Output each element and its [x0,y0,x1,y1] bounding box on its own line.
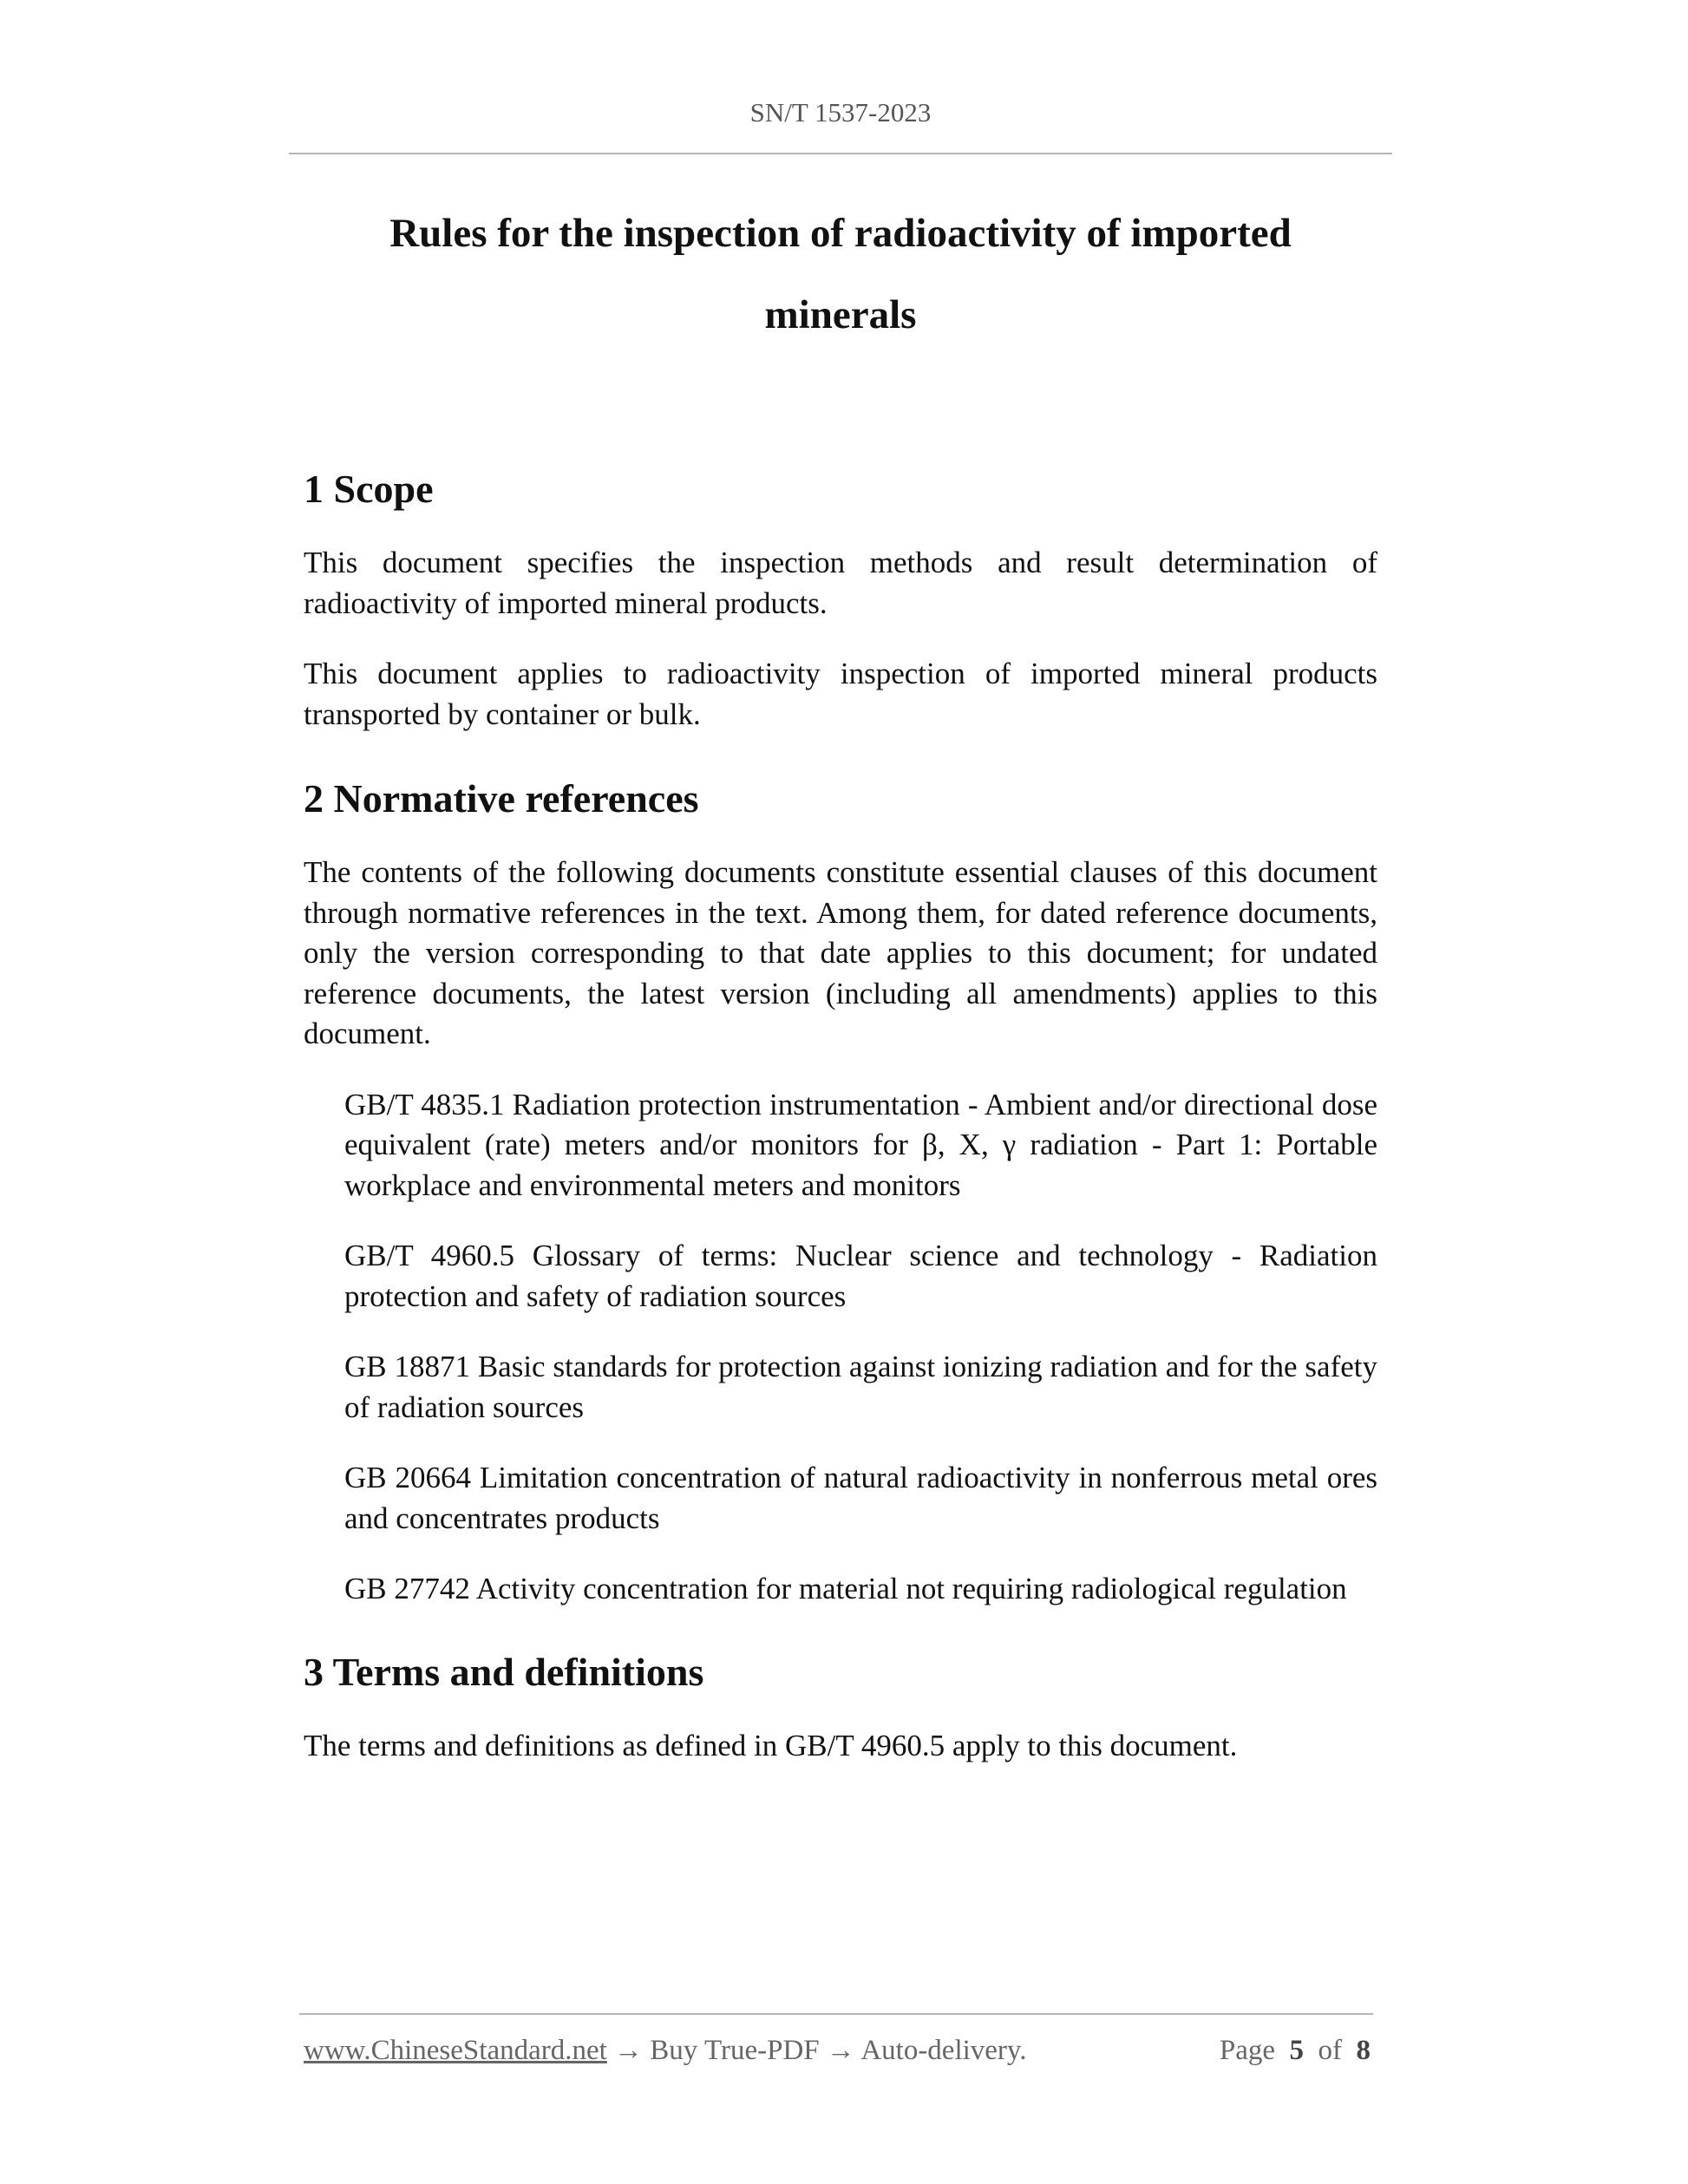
arrow-right-icon: → [614,2035,644,2066]
scope-paragraph-2: This document applies to radioactivity inspection of imported mineral products transported by container or bulk. [304,657,1377,731]
section-heading-scope: 1 Scope [304,467,434,511]
page-total: 8 [1356,2035,1371,2066]
header-divider [289,153,1392,154]
footer-promo [304,2031,1027,2070]
section-heading-terms-definitions: 3 Terms and definitions [304,1649,704,1694]
normative-intro-paragraph: The contents of the following documents constitute essential clauses of this document through normative references in the text. Among them, for dated reference documents, only the version corresponding to that date applies to this document; for undated reference documents, the latest version (including all amendments) applies to this document. [304,855,1377,1050]
footer-divider [299,2013,1373,2015]
reference-item: GB 20664 Limitation concentration of natural radioactivity in nonferrous metal ores and concentrates products [344,1461,1377,1535]
document-title [289,193,1392,356]
reference-item: GB/T 4835.1 Radiation protection instrumentation - Ambient and/or directional dose equivalent (rate) meters and/or monitors for β, X, γ radiation - Part 1: Portable workplace and environmental meters and monitors [344,1087,1377,1202]
arrow-right-icon: → [826,2035,855,2066]
reference-item: GB 27742 Activity concentration for material not requiring radiological regulation [344,1572,1347,1605]
document-body [304,458,1377,1766]
scope-paragraph-1: This document specifies the inspection methods and result determination of radioactivity of imported mineral products. [304,546,1377,620]
chinese-standard-link[interactable]: www.ChineseStandard.net [304,2035,607,2066]
auto-delivery-text: Auto-delivery. [860,2035,1027,2066]
reference-item: GB 18871 Basic standards for protection against ionizing radiation and for the safety of radiation sources [344,1350,1377,1424]
page-indicator [1220,2031,1371,2070]
section-heading-normative-references: 2 Normative references [304,776,699,821]
running-header: SN/T 1537-2023 [749,97,932,128]
buy-true-pdf-text: Buy True-PDF [650,2035,820,2066]
terms-paragraph: The terms and definitions as defined in GB/T 4960.5 apply to this document. [304,1728,1238,1762]
of-label: of [1318,2035,1342,2066]
document-title-line-1: Rules for the inspection of radioactivity of imported [389,211,1292,256]
reference-item: GB/T 4960.5 Glossary of terms: Nuclear science and technology - Radiation protection and safety of radiation sources [344,1239,1377,1313]
page-current: 5 [1289,2035,1304,2066]
document-title-line-2: minerals [764,292,917,337]
page-label: Page [1219,2035,1275,2066]
